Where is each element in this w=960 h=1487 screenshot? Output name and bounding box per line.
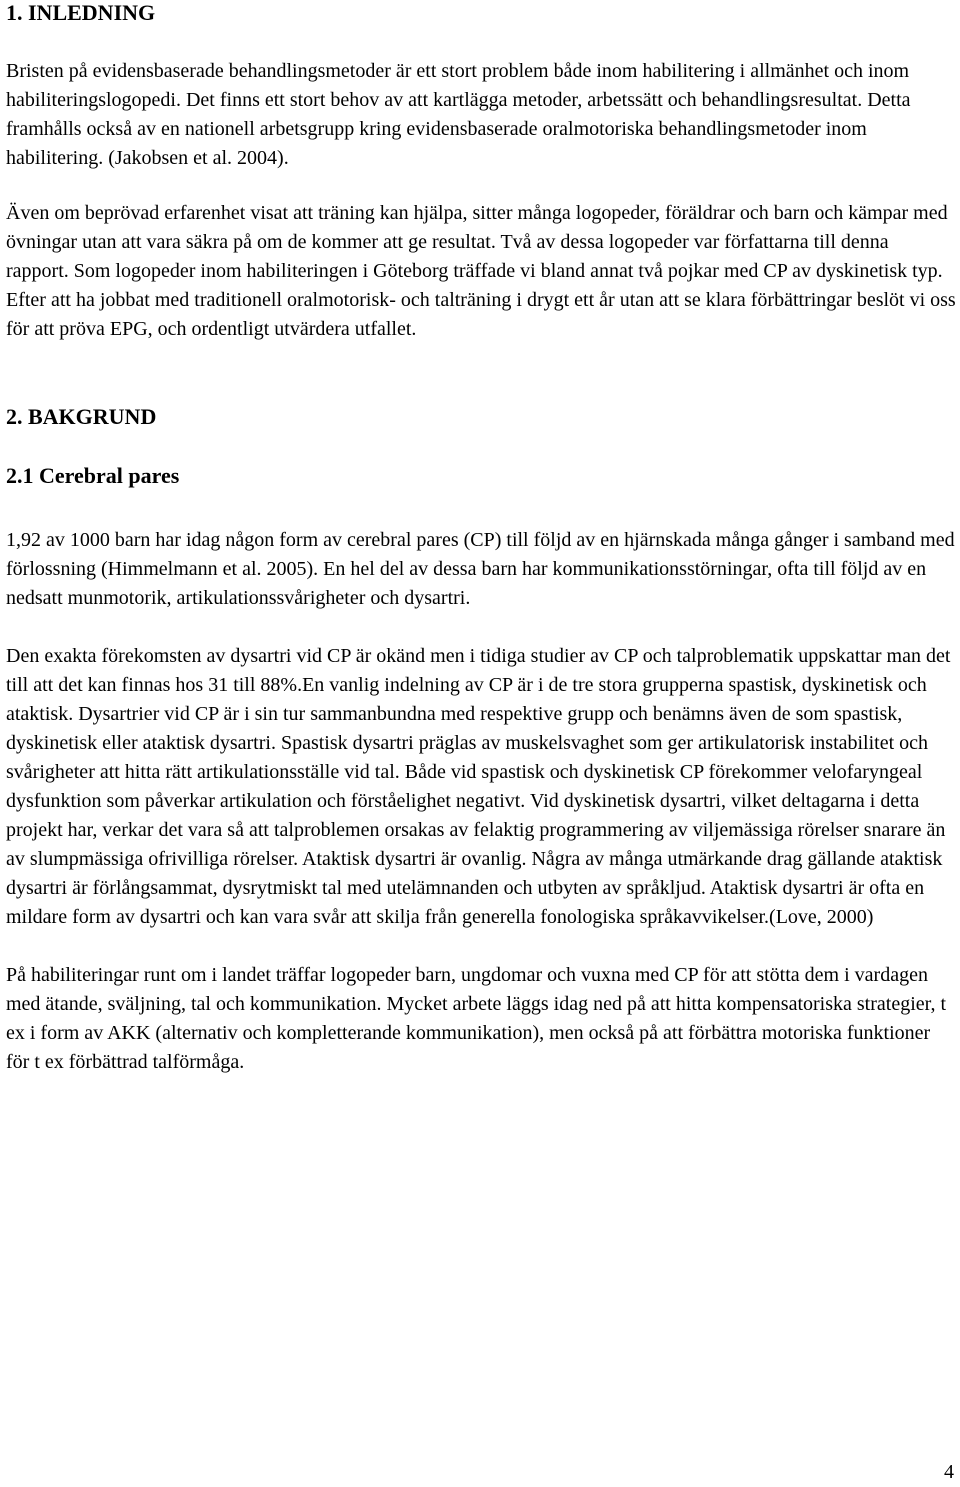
section-heading-bakgrund: 2. BAKGRUND — [6, 404, 157, 429]
subsection-heading-cerebral-pares: 2.1 Cerebral pares — [6, 463, 180, 488]
page-number: 4 — [944, 1461, 954, 1483]
document-page — [6, 0, 956, 1077]
paragraph-cp-2: Den exakta förekomsten av dysartri vid CP är okänd men i tidiga studier av CP och talproblematik uppskattar man det till att det kan finnas hos 31 till 88%.En vanlig indelning av CP är i de tre stora grupperna spastisk, dyskinetisk och ataktisk. Dysartrier vid CP är i sin tur sammanbundna med respektive grupp och benämns även de som spastisk, dyskinetisk eller ataktisk dysartri. Spastisk dysartri präglas av muskelsvaghet som ger artikulatorisk instabilitet och svårigheter att hitta rätt artikulationsställe vid tal. Både vid spastisk och dyskinetisk CP förekommer velofaryngeal dysfunktion som påverkar artikulation och förståelighet negativt. Vid dyskinetisk dysartri, vilket deltagarna i detta projekt har, verkar det vara så att talproblemen orsakas av felaktig programmering av viljemässiga rörelser snarare än av slumpmässiga ofrivilliga rörelser. Ataktisk dysartri är ovanlig. Några av många utmärkande drag gällande ataktisk dysartri är förlångsammat, dysrytmiskt tal med utelämnanden och utbyten av språkljud. Ataktisk dysartri är ofta en mildare form av dysartri och kan vara svår att skilja från generella fonologiska språkavvikelser.(Love, 2000) — [6, 645, 951, 928]
paragraph-cp-3: På habiliteringar runt om i landet träffar logopeder barn, ungdomar och vuxna med CP för att stötta dem i vardagen med ätande, sväljning, tal och kommunikation. Mycket arbete läggs idag ned på att hitta kompensatoriska strategier, t ex i form av AKK (alternativ och kompletterande kommunikation), men också på att förbättra motoriska funktioner för t ex förbättrad talförmåga. — [6, 964, 947, 1073]
paragraph-intro-1: Bristen på evidensbaserade behandlingsmetoder är ett stort problem både inom habilitering i allmänhet och inom habiliteringslogopedi. Det finns ett stort behov av att kartlägga metoder, arbetssätt och behandlingsresultat. Detta framhålls också av en nationell arbetsgrupp kring evidensbaserade oralmotoriska behandlingsmetoder inom habilitering. (Jakobsen et al. 2004). — [6, 60, 911, 169]
paragraph-cp-1: 1,92 av 1000 barn har idag någon form av cerebral pares (CP) till följd av en hjärnskada många gånger i samband med förlossning (Himmelmann et al. 2005). En hel del av dessa barn har kommunikationsstörningar, ofta till följd av en nedsatt munmotorik, artikulationssvårigheter och dysartri. — [6, 529, 955, 609]
paragraph-intro-2: Även om beprövad erfarenhet visat att träning kan hjälpa, sitter många logopeder, föräldrar och barn och kämpar med övningar utan att vara säkra på om de kommer att ge resultat. Två av dessa logopeder var författarna till denna rapport. Som logopeder inom habiliteringen i Göteborg träffade vi bland annat två pojkar med CP av dyskinetisk typ. Efter att ha jobbat med traditionell oralmotorisk- och talträning i drygt ett år utan att se klara förbättringar beslöt vi oss för att pröva EPG, och ordentligt utvärdera utfallet. — [6, 202, 956, 340]
section-heading-inledning: 1. INLEDNING — [6, 0, 156, 25]
